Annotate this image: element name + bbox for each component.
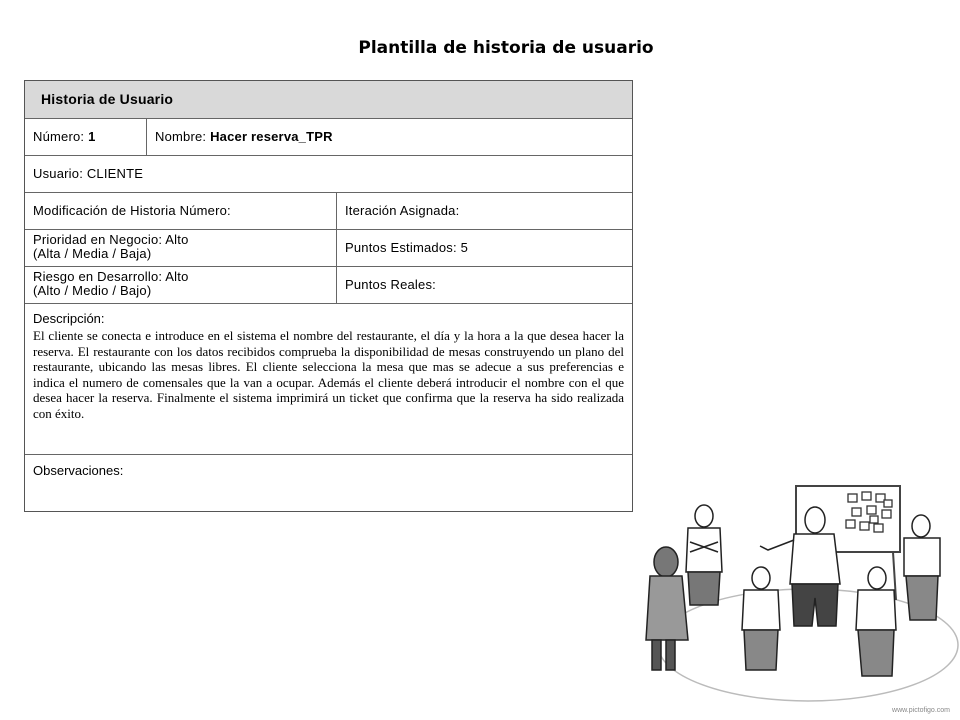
user-story-card bbox=[24, 80, 633, 512]
page-title: Plantilla de historia de usuario bbox=[358, 38, 654, 58]
riesgo-row bbox=[25, 267, 632, 304]
usuario-row bbox=[25, 156, 632, 193]
riesgo-options: (Alto / Medio / Bajo) bbox=[33, 283, 152, 298]
nombre-cell bbox=[146, 119, 632, 155]
riesgo-cell bbox=[25, 267, 336, 303]
person-standing-icon bbox=[856, 567, 896, 676]
number-name-row bbox=[25, 119, 632, 156]
puntos-reales: Puntos Reales: bbox=[336, 267, 632, 303]
puntos-estimados: Puntos Estimados: 5 bbox=[336, 230, 632, 266]
observaciones-row bbox=[25, 455, 632, 513]
prioridad-options: (Alta / Media / Baja) bbox=[33, 246, 152, 261]
usuario-label: Usuario: bbox=[33, 166, 84, 181]
descripcion-label: Descripción: bbox=[33, 311, 105, 326]
usuario-cell bbox=[25, 156, 632, 192]
card-header: Historia de Usuario bbox=[41, 91, 174, 107]
usuario-value: CLIENTE bbox=[86, 166, 144, 181]
team-meeting-illustration bbox=[628, 480, 960, 720]
numero-cell bbox=[25, 119, 146, 155]
prioridad-label: Prioridad en Negocio: Alto bbox=[33, 232, 189, 247]
person-center-icon bbox=[742, 567, 780, 670]
prioridad-row bbox=[25, 230, 632, 267]
descripcion-row bbox=[25, 304, 632, 455]
nombre-label: Nombre: bbox=[155, 129, 207, 144]
modificacion-row bbox=[25, 193, 632, 230]
nombre-value: Hacer reserva_TPR bbox=[210, 129, 333, 144]
numero-label: Número: bbox=[33, 129, 85, 144]
iteracion-label: Iteración Asignada: bbox=[336, 193, 632, 229]
riesgo-label: Riesgo en Desarrollo: Alto bbox=[33, 269, 189, 284]
person-woman-icon bbox=[646, 547, 688, 670]
descripcion-text: El cliente se conecta e introduce en el sistema el nombre del restaurante, el día y la hora a la que desea hacer la reserva. El restaurante con los datos recibidos comprueba la disponibilidad de mesas construyendo un plano del restaurante, ubicando las mesas libres. El cliente selecciona la mesa que mas se adecue a sus preferencias e indica el numero de comensales que la van a ocupar. Además el cliente deberá introducir el nombre con el que desea hacer la reserva. Finalmente el sistema imprimirá un ticket que confirma que la reserva ha sido realizada con éxito. bbox=[33, 328, 624, 421]
person-right-icon bbox=[904, 515, 940, 620]
person-arms-crossed-icon bbox=[686, 505, 722, 605]
card-header-row bbox=[25, 81, 632, 119]
numero-value: 1 bbox=[88, 129, 96, 144]
observaciones-label: Observaciones: bbox=[33, 463, 124, 478]
modificacion-label: Modificación de Historia Número: bbox=[33, 203, 231, 218]
watermark: www.pictofigo.com bbox=[892, 707, 950, 714]
prioridad-cell bbox=[25, 230, 336, 266]
